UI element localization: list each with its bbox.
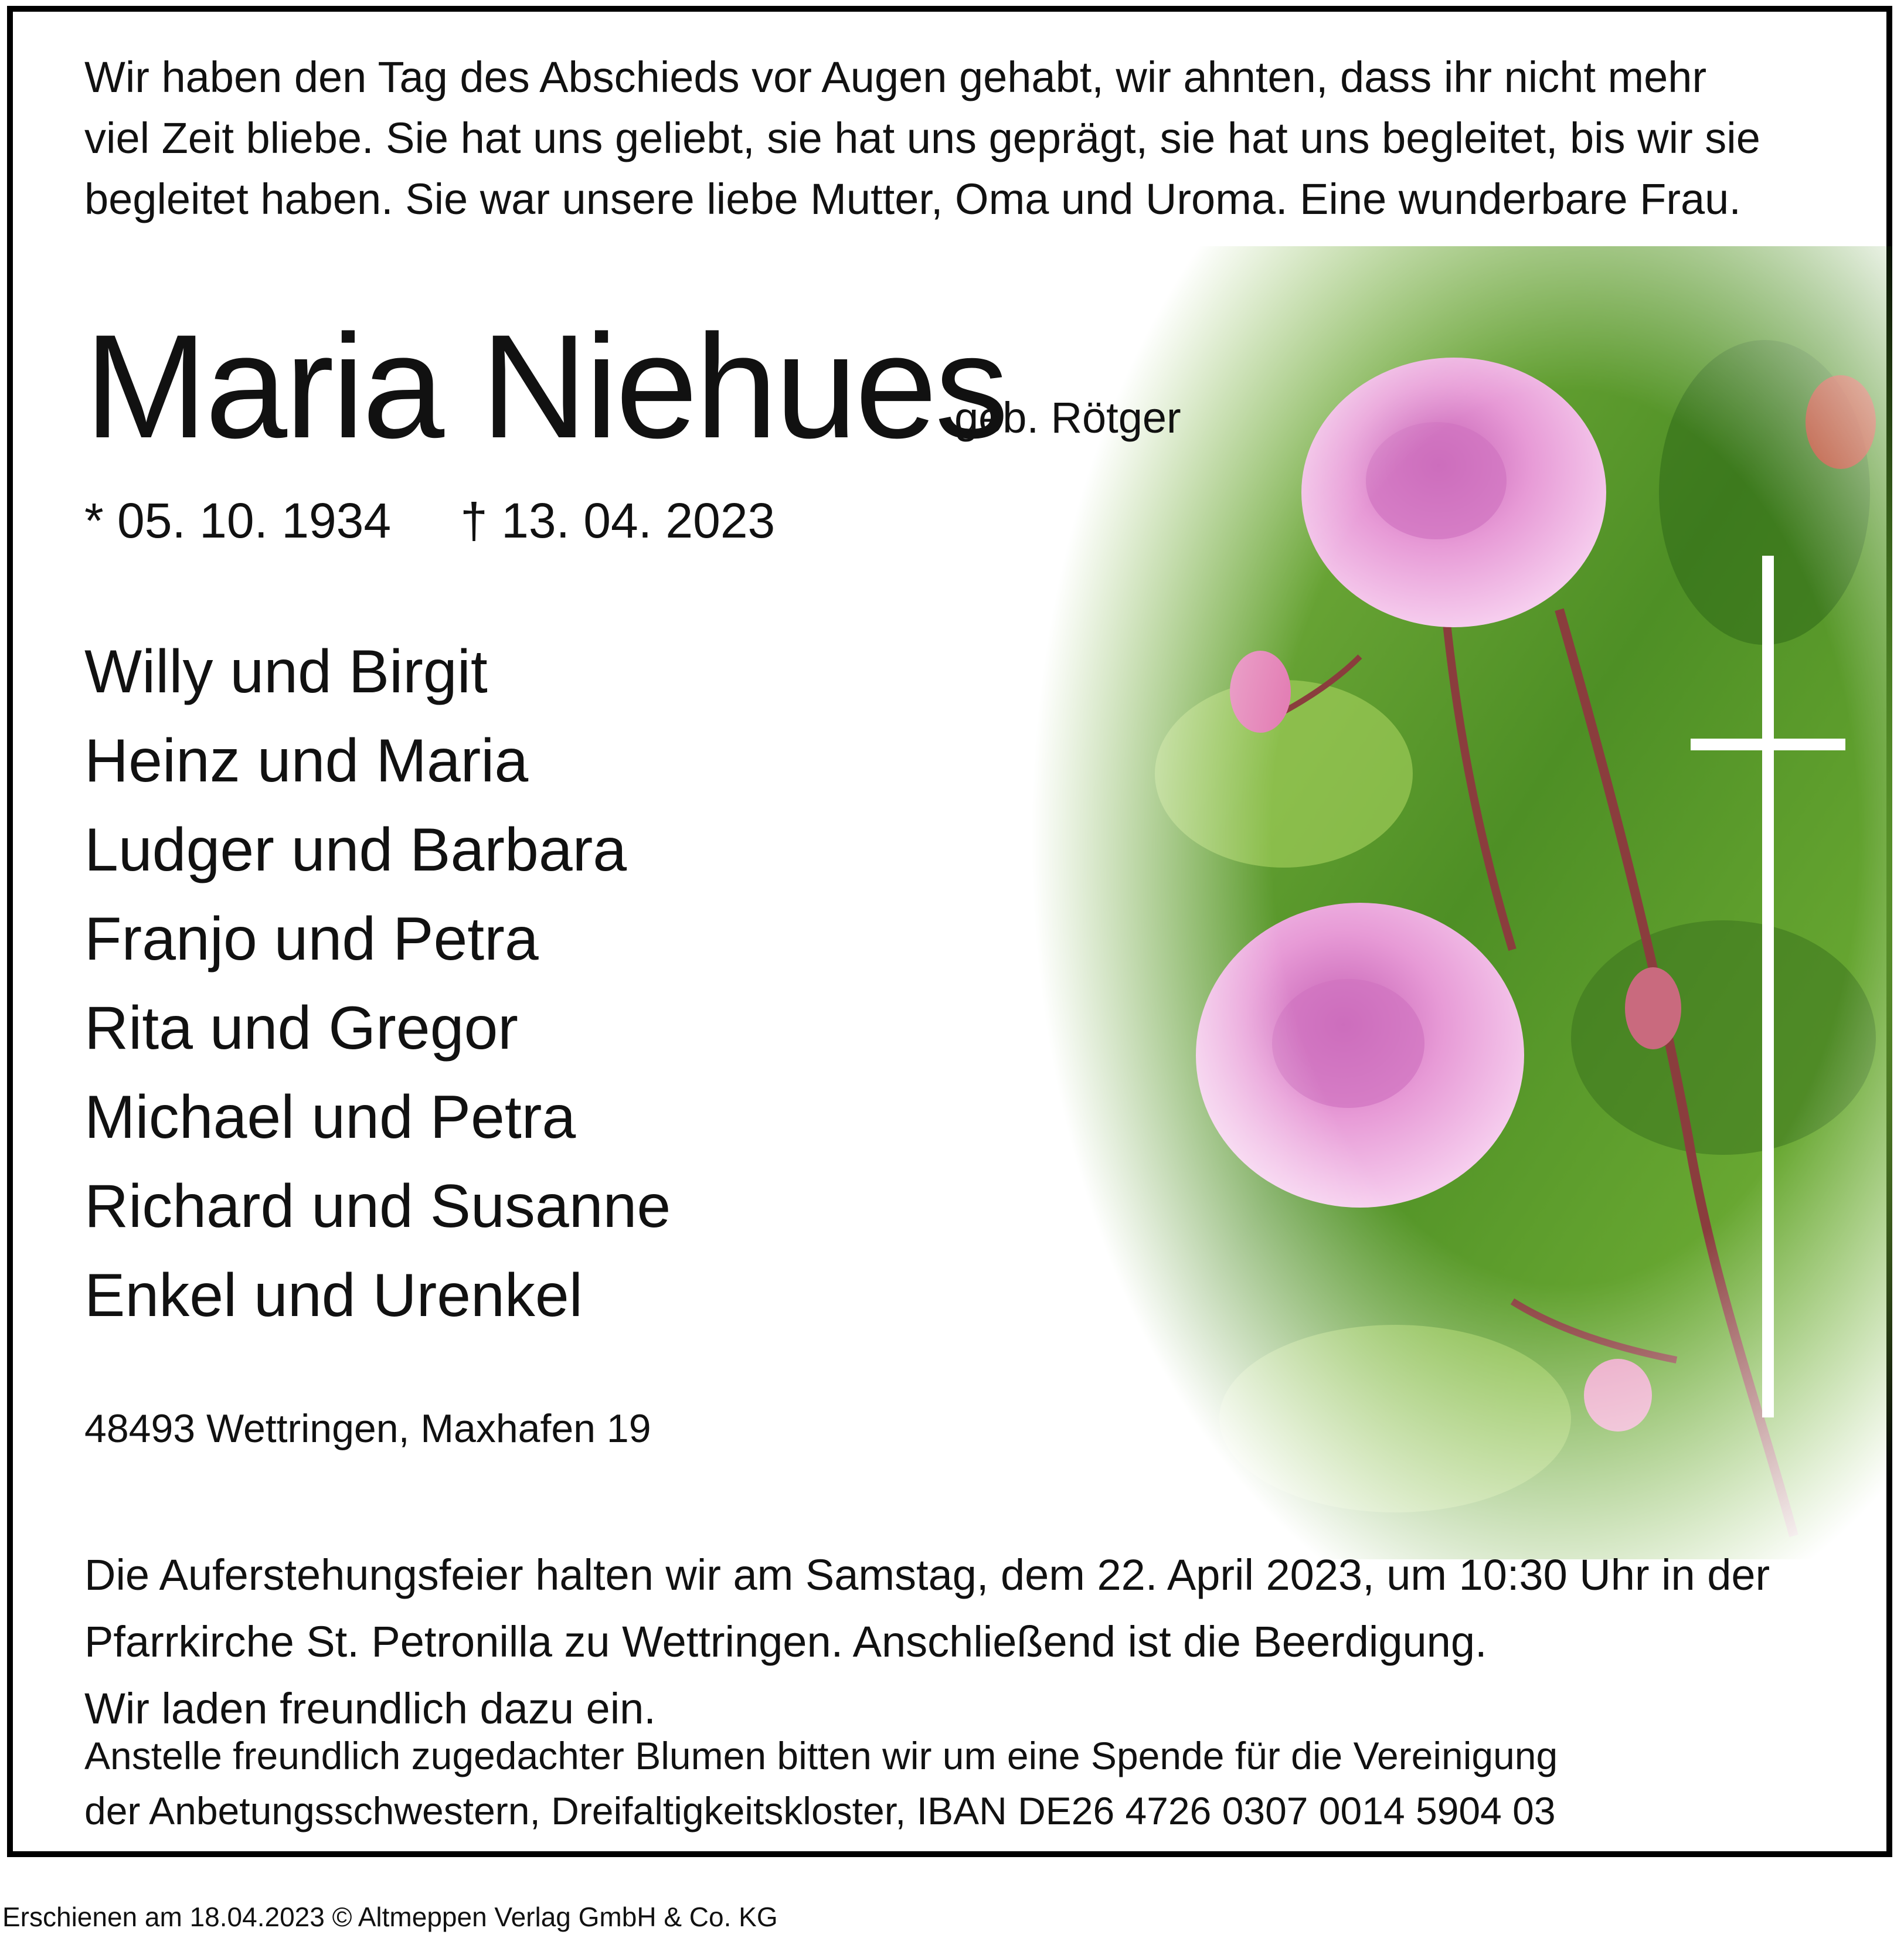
mourner-entry: Heinz und Maria [84, 727, 529, 795]
intro-line: viel Zeit bliebe. Sie hat uns geliebt, sie hat uns geprägt, sie hat uns begleitet, bis wir sie [84, 114, 1760, 162]
donation-request [84, 1728, 1558, 1838]
birth-date: * 05. 10. 1934 [84, 493, 392, 548]
deceased-name: Maria Niehues [84, 304, 1007, 469]
intro-line: Wir haben den Tag des Abschieds vor Augen gehabt, wir ahnten, dass ihr nicht mehr [84, 53, 1707, 101]
life-dates [84, 491, 775, 550]
cross-horizontal-bar [1691, 739, 1845, 750]
mourner-entry: Enkel und Urenkel [84, 1262, 583, 1330]
cross-vertical-bar [1762, 556, 1774, 1417]
mourners-list [84, 627, 671, 1340]
birth-name: geb. Rötger [954, 393, 1181, 442]
publication-footer: Erschienen am 18.04.2023 © Altmeppen Verlag GmbH & Co. KG [2, 1902, 778, 1932]
donation-line: der Anbetungsschwestern, Dreifaltigkeitskloster, IBAN DE26 4726 0307 0014 5904 03 [84, 1789, 1556, 1832]
intro-text [84, 47, 1760, 230]
mourner-entry: Rita und Gregor [84, 994, 518, 1062]
service-line: Wir laden freundlich dazu ein. [84, 1684, 656, 1733]
service-announcement [84, 1542, 1770, 1742]
donation-line: Anstelle freundlich zugedachter Blumen bitten wir um eine Spende für die Vereinigung [84, 1734, 1558, 1777]
mourner-entry: Richard und Susanne [84, 1172, 671, 1240]
mourner-entry: Franjo und Petra [84, 905, 539, 973]
death-date: † 13. 04. 2023 [460, 493, 776, 548]
mourner-entry: Michael und Petra [84, 1083, 576, 1151]
mourner-entry: Ludger und Barbara [84, 816, 627, 884]
mourner-entry: Willy und Birgit [84, 638, 488, 706]
family-address: 48493 Wettringen, Maxhafen 19 [84, 1406, 651, 1451]
service-line: Pfarrkirche St. Petronilla zu Wettringen. Anschließend ist die Beerdigung. [84, 1617, 1487, 1666]
intro-line: begleitet haben. Sie war unsere liebe Mutter, Oma und Uroma. Eine wunderbare Frau. [84, 175, 1741, 223]
service-line: Die Auferstehungsfeier halten wir am Samstag, dem 22. April 2023, um 10:30 Uhr in der [84, 1551, 1770, 1599]
